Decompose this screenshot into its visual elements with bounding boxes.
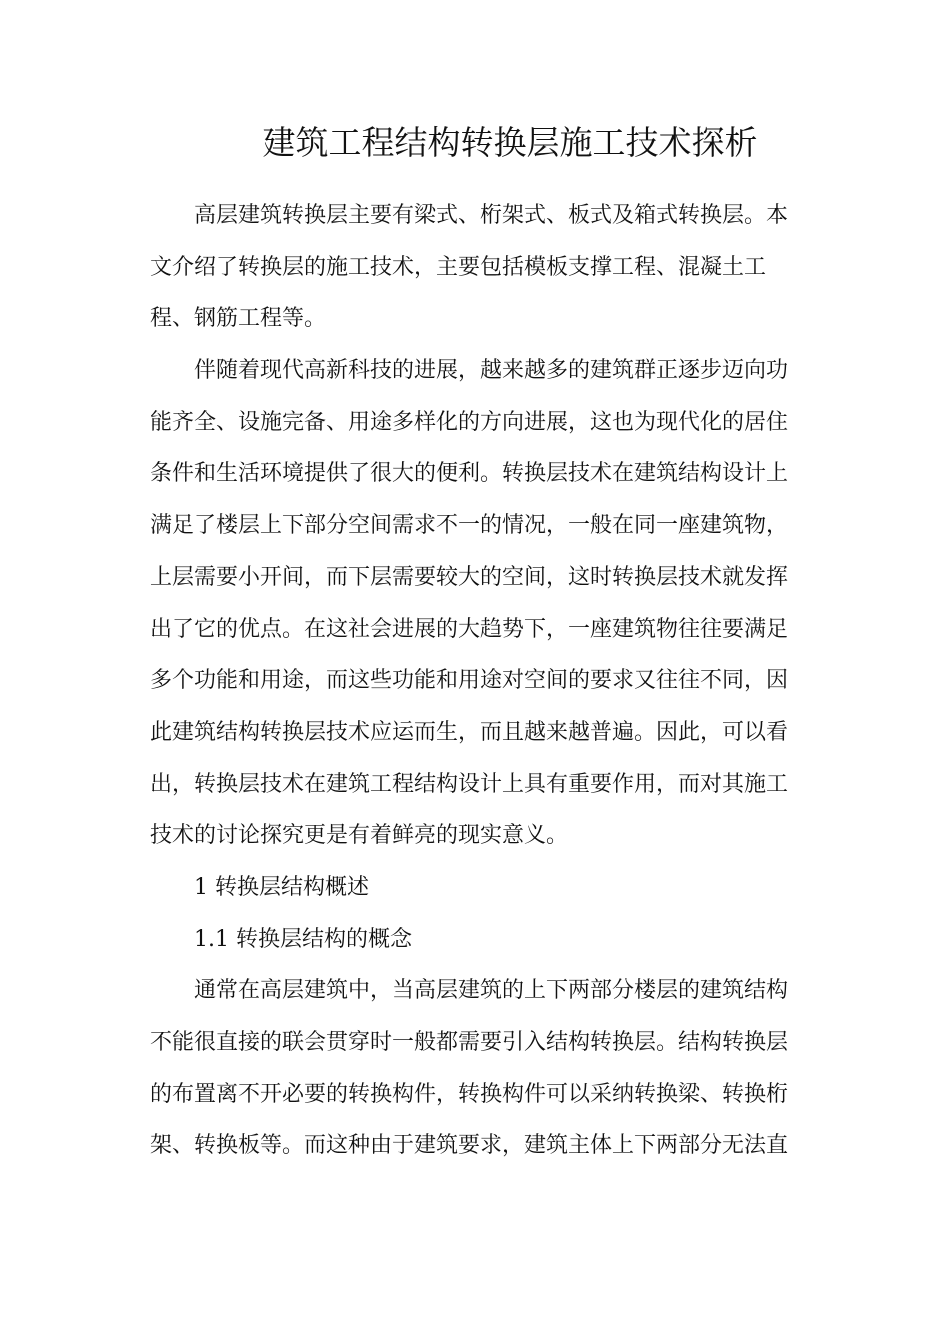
paragraph-line: 能齐全、设施完备、用途多样化的方向进展，这也为现代化的居住 xyxy=(150,409,789,435)
document-body xyxy=(150,195,800,1177)
document-title: 建筑工程结构转换层施工技术探析 xyxy=(262,123,758,162)
paragraph-line: 多个功能和用途，而这些功能和用途对空间的要求又往往不同，因 xyxy=(150,668,789,694)
paragraph-line: 上层需要小开间，而下层需要较大的空间，这时转换层技术就发挥 xyxy=(150,564,789,590)
paragraph-line: 高层建筑转换层主要有梁式、桁架式、板式及箱式转换层。本 xyxy=(194,203,789,228)
paragraph-line: 不能很直接的联会贯穿时一般都需要引入结构转换层。结构转换层 xyxy=(150,1030,789,1055)
paragraph-line: 伴随着现代高新科技的进展，越来越多的建筑群正逐步迈向功 xyxy=(194,358,789,384)
section-heading: 1 转换层结构概述 xyxy=(194,874,369,900)
paragraph-line: 技术的讨论探究更是有着鲜亮的现实意义。 xyxy=(150,823,569,849)
subsection-heading: 1.1 转换层结构的概念 xyxy=(194,926,412,952)
paragraph-line: 架、转换板等。而这种由于建筑要求，建筑主体上下两部分无法直 xyxy=(150,1133,789,1159)
paragraph-line: 程、钢筋工程等。 xyxy=(150,306,327,332)
paragraph-line: 出，转换层技术在建筑工程结构设计上具有重要作用，而对其施工 xyxy=(150,771,789,797)
paragraph-line: 的布置离不开必要的转换构件，转换构件可以采纳转换梁、转换桁 xyxy=(150,1081,789,1107)
paragraph-line: 满足了楼层上下部分空间需求不一的情况，一般在同一座建筑物， xyxy=(150,513,789,539)
paragraph-line: 条件和生活环境提供了很大的便利。转换层技术在建筑结构设计上 xyxy=(150,461,789,487)
paragraph-line: 此建筑结构转换层技术应运而生，而且越来越普遍。因此，可以看 xyxy=(150,719,789,745)
paragraph-line: 出了它的优点。在这社会进展的大趋势下，一座建筑物往往要满足 xyxy=(150,616,789,642)
paragraph-line: 通常在高层建筑中，当高层建筑的上下两部分楼层的建筑结构 xyxy=(194,978,789,1004)
paragraph-line: 文介绍了转换层的施工技术，主要包括模板支撑工程、混凝土工 xyxy=(150,254,767,280)
